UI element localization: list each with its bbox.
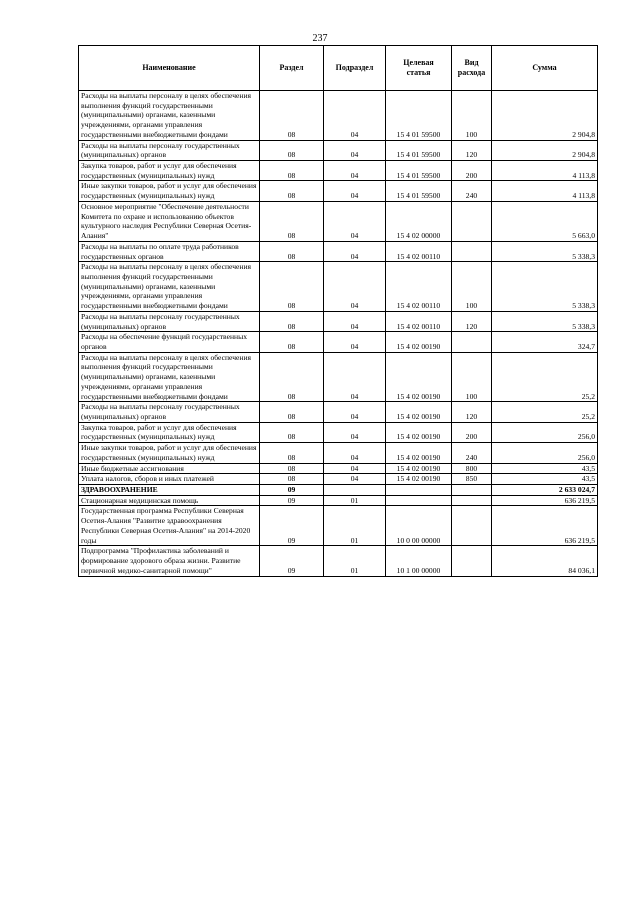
table-row [79, 241, 598, 261]
cell-type: 120 [452, 311, 492, 331]
table-row [79, 332, 598, 352]
cell-sum: 84 036,1 [492, 546, 598, 576]
table-row [79, 474, 598, 485]
cell-subsection: 01 [324, 546, 386, 576]
cell-sum: 2 904,8 [492, 140, 598, 160]
cell-subsection: 01 [324, 495, 386, 506]
header-target [386, 46, 452, 91]
cell-subsection: 04 [324, 161, 386, 181]
cell-section: 08 [260, 402, 324, 422]
table-row [79, 201, 598, 241]
cell-sum: 4 113,8 [492, 161, 598, 181]
table-row [79, 546, 598, 576]
header-type-line-2: расхода [457, 68, 486, 77]
cell-type: 120 [452, 402, 492, 422]
cell-subsection: 04 [324, 241, 386, 261]
table-row [79, 262, 598, 312]
cell-name: Расходы на выплаты персоналу государственных (муниципальных) органов [79, 311, 260, 331]
cell-subsection: 04 [324, 262, 386, 312]
cell-name: Расходы на выплаты персоналу в целях обеспечения выполнения функций государственными (муниципальными) органами, казенными учреждениями, органами управления государственными внебюджетными фондами [79, 352, 260, 402]
cell-type [452, 241, 492, 261]
cell-name: ЗДРАВООХРАНЕНИЕ [79, 485, 260, 496]
header-sum: Сумма [492, 46, 598, 91]
cell-subsection: 04 [324, 311, 386, 331]
cell-section: 09 [260, 546, 324, 576]
cell-name: Расходы на выплаты по оплате труда работников государственных органов [79, 241, 260, 261]
header-row [79, 46, 598, 91]
cell-target: 15 4 01 59500 [386, 181, 452, 201]
cell-section: 08 [260, 201, 324, 241]
cell-target: 15 4 02 00190 [386, 463, 452, 474]
header-type-line-1: Вид [464, 57, 479, 67]
cell-type: 240 [452, 181, 492, 201]
cell-name: Закупка товаров, работ и услуг для обеспечения государственных (муниципальных) нужд [79, 422, 260, 442]
cell-target: 15 4 02 00190 [386, 332, 452, 352]
cell-target [386, 495, 452, 506]
cell-type [452, 495, 492, 506]
table-row [79, 422, 598, 442]
table-row [79, 485, 598, 496]
cell-subsection: 04 [324, 402, 386, 422]
cell-type: 800 [452, 463, 492, 474]
cell-type [452, 506, 492, 546]
cell-sum: 25,2 [492, 352, 598, 402]
budget-table [78, 45, 598, 577]
cell-subsection: 04 [324, 474, 386, 485]
cell-type: 850 [452, 474, 492, 485]
cell-section: 08 [260, 140, 324, 160]
cell-target: 15 4 02 00190 [386, 422, 452, 442]
cell-sum: 636 219,5 [492, 495, 598, 506]
cell-sum: 324,7 [492, 332, 598, 352]
cell-subsection: 04 [324, 463, 386, 474]
cell-type [452, 546, 492, 576]
cell-name: Подпрограмма "Профилактика заболеваний и формирование здорового образа жизни. Развитие первичной медико-санитарной помощи" [79, 546, 260, 576]
cell-sum: 5 338,3 [492, 241, 598, 261]
cell-target: 10 1 00 00000 [386, 546, 452, 576]
cell-name: Расходы на обеспечение функций государственных органов [79, 332, 260, 352]
cell-section: 08 [260, 352, 324, 402]
cell-section: 08 [260, 262, 324, 312]
cell-type [452, 332, 492, 352]
page-number: 237 [312, 33, 328, 44]
cell-name: Иные закупки товаров, работ и услуг для обеспечения государственных (муниципальных) нужд [79, 181, 260, 201]
cell-name: Расходы на выплаты персоналу в целях обеспечения выполнения функций государственными (муниципальными) органами, казенными учреждениями, органами управления государственными внебюджетными фондами [79, 262, 260, 312]
table-row [79, 495, 598, 506]
header-target-line-2: статья [406, 68, 431, 77]
cell-sum: 2 633 024,7 [492, 485, 598, 496]
cell-subsection: 04 [324, 422, 386, 442]
cell-name: Уплата налогов, сборов и иных платежей [79, 474, 260, 485]
cell-name: Стационарная медицинская помощь [79, 495, 260, 506]
cell-target: 15 4 02 00000 [386, 201, 452, 241]
cell-section: 09 [260, 506, 324, 546]
cell-sum: 25,2 [492, 402, 598, 422]
table-row [79, 443, 598, 463]
cell-subsection: 04 [324, 332, 386, 352]
cell-name: Расходы на выплаты персоналу в целях обеспечения выполнения функций государственными (муниципальными) органами, казенными учреждениями, органами управления государственными внебюджетными фондами [79, 91, 260, 141]
cell-type: 100 [452, 262, 492, 312]
cell-target: 15 4 02 00190 [386, 443, 452, 463]
cell-target: 15 4 01 59500 [386, 161, 452, 181]
table-row [79, 91, 598, 141]
cell-sum: 43,5 [492, 463, 598, 474]
cell-sum: 5 338,3 [492, 262, 598, 312]
cell-section: 08 [260, 422, 324, 442]
cell-type: 240 [452, 443, 492, 463]
cell-subsection: 04 [324, 181, 386, 201]
cell-section: 09 [260, 485, 324, 496]
table-row [79, 311, 598, 331]
cell-target: 15 4 02 00110 [386, 311, 452, 331]
cell-sum: 5 338,3 [492, 311, 598, 331]
cell-name: Закупка товаров, работ и услуг для обеспечения государственных (муниципальных) нужд [79, 161, 260, 181]
cell-type: 100 [452, 352, 492, 402]
cell-target: 15 4 01 59500 [386, 91, 452, 141]
table-row [79, 352, 598, 402]
cell-type: 200 [452, 422, 492, 442]
cell-subsection [324, 485, 386, 496]
cell-subsection: 04 [324, 201, 386, 241]
cell-sum: 256,0 [492, 422, 598, 442]
cell-target: 10 0 00 00000 [386, 506, 452, 546]
header-section: Раздел [260, 46, 324, 91]
cell-sum: 636 219,5 [492, 506, 598, 546]
cell-sum: 43,5 [492, 474, 598, 485]
cell-sum: 2 904,8 [492, 91, 598, 141]
cell-target: 15 4 02 00110 [386, 241, 452, 261]
cell-target: 15 4 02 00190 [386, 352, 452, 402]
cell-sum: 4 113,8 [492, 181, 598, 201]
cell-type: 200 [452, 161, 492, 181]
cell-target: 15 4 02 00190 [386, 402, 452, 422]
table-row [79, 140, 598, 160]
cell-section: 08 [260, 463, 324, 474]
cell-section: 08 [260, 332, 324, 352]
cell-section: 08 [260, 311, 324, 331]
cell-section: 08 [260, 161, 324, 181]
cell-sum: 5 663,0 [492, 201, 598, 241]
cell-sum: 256,0 [492, 443, 598, 463]
cell-subsection: 04 [324, 140, 386, 160]
table-row [79, 161, 598, 181]
cell-section: 08 [260, 181, 324, 201]
header-subsection: Подраздел [324, 46, 386, 91]
cell-name: Основное мероприятие "Обеспечение деятельности Комитета по охране и использованию объектов культурного наследия Республики Северная Осетия-Алания" [79, 201, 260, 241]
header-name: Наименование [79, 46, 260, 91]
cell-type: 100 [452, 91, 492, 141]
header-target-line-1: Целевая [403, 57, 434, 67]
cell-name: Расходы на выплаты персоналу государственных (муниципальных) органов [79, 140, 260, 160]
cell-section: 08 [260, 443, 324, 463]
cell-section: 08 [260, 241, 324, 261]
cell-name: Расходы на выплаты персоналу государственных (муниципальных) органов [79, 402, 260, 422]
table-row [79, 506, 598, 546]
cell-subsection: 04 [324, 352, 386, 402]
cell-type [452, 485, 492, 496]
header-type [452, 46, 492, 91]
cell-target [386, 485, 452, 496]
cell-target: 15 4 01 59500 [386, 140, 452, 160]
cell-name: Иные закупки товаров, работ и услуг для обеспечения государственных (муниципальных) нужд [79, 443, 260, 463]
table-row [79, 463, 598, 474]
cell-type: 120 [452, 140, 492, 160]
cell-subsection: 04 [324, 91, 386, 141]
table-row [79, 402, 598, 422]
cell-subsection: 04 [324, 443, 386, 463]
cell-target: 15 4 02 00190 [386, 474, 452, 485]
table-row [79, 181, 598, 201]
cell-section: 08 [260, 91, 324, 141]
cell-name: Иные бюджетные ассигнования [79, 463, 260, 474]
cell-section: 08 [260, 474, 324, 485]
cell-type [452, 201, 492, 241]
cell-target: 15 4 02 00110 [386, 262, 452, 312]
cell-section: 09 [260, 495, 324, 506]
cell-name: Государственная программа Республики Северная Осетия-Алания "Развитие здравоохранения Республики Северная Осетия-Алания" на 2014-2020 годы [79, 506, 260, 546]
cell-subsection: 01 [324, 506, 386, 546]
